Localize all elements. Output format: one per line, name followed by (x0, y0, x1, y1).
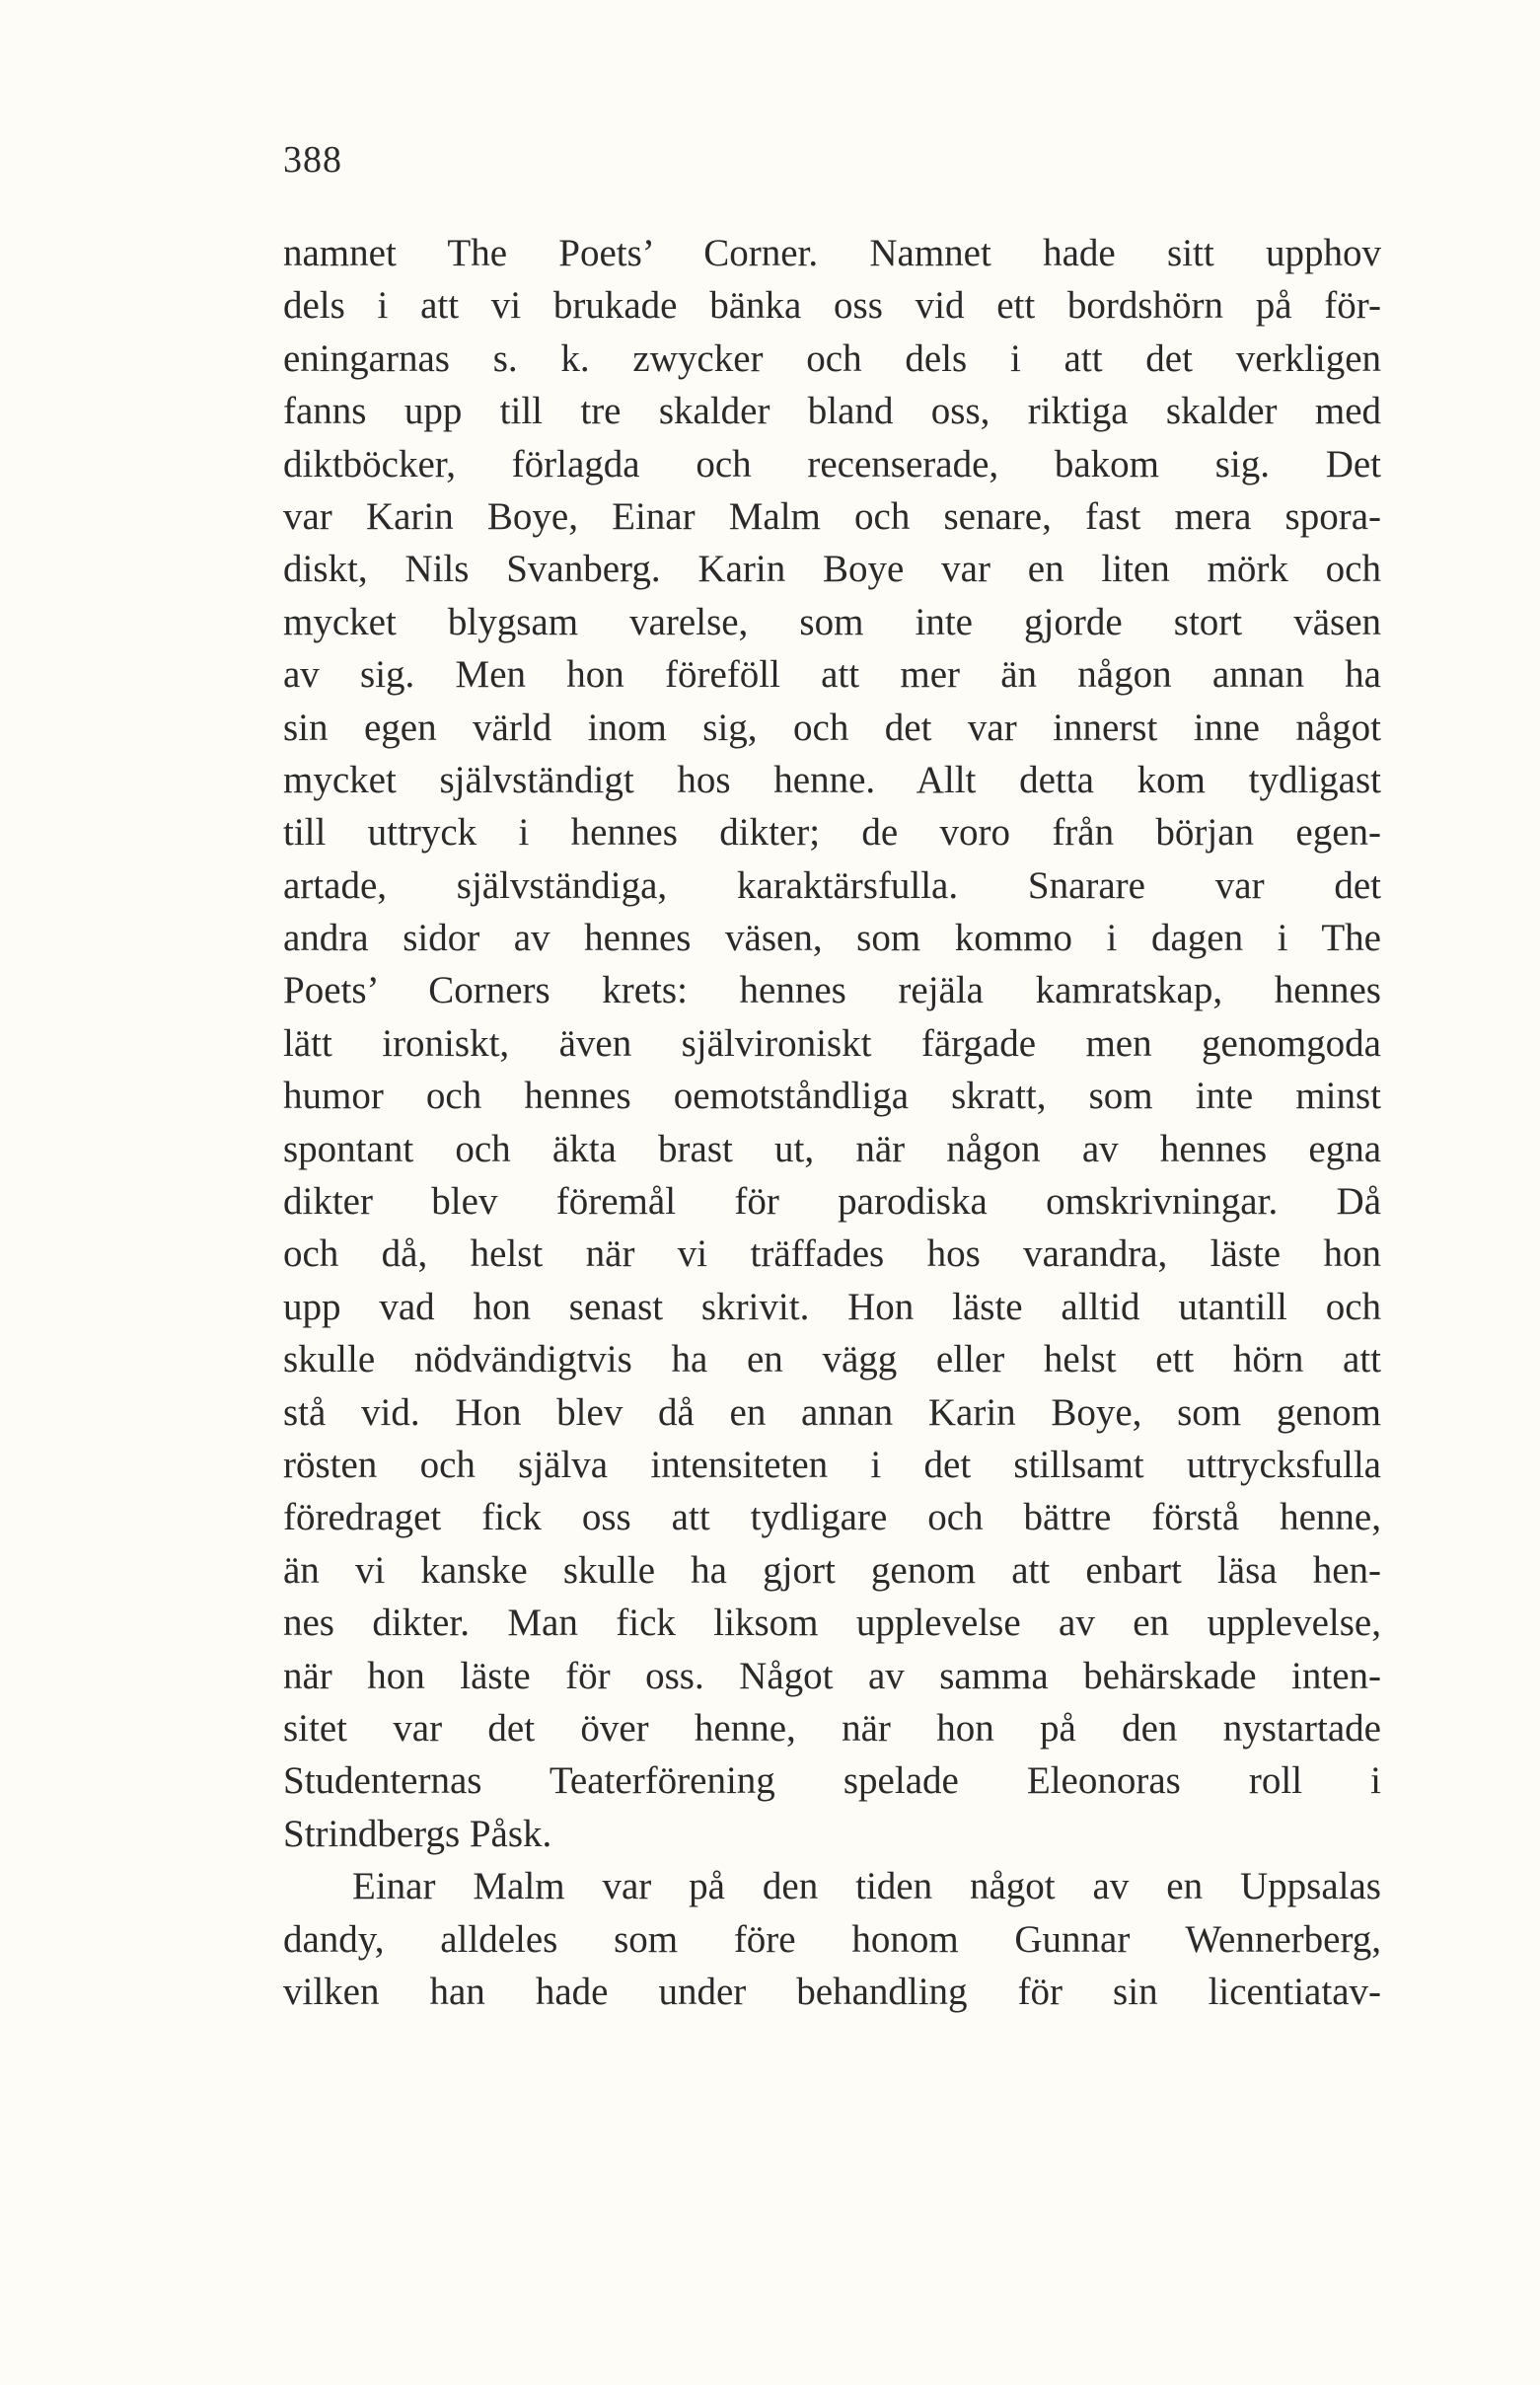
text-line: skulle nödvändigtvis ha en vägg eller helst ett hörn att (283, 1338, 1381, 1381)
text-line: spontant och äkta brast ut, när någon av hennes egna (283, 1127, 1381, 1170)
body-text (283, 227, 1381, 2018)
text-line: eningarnas s. k. zwycker och dels i att det verkligen (283, 336, 1381, 380)
text-line: dikter blev föremål för parodiska omskrivningar. Då (283, 1180, 1381, 1224)
text-line: var Karin Boye, Einar Malm och senare, fast mera spora- (283, 494, 1381, 538)
text-line: lätt ironiskt, även självironiskt färgade men genomgoda (283, 1021, 1381, 1065)
text-line: namnet The Poets’ Corner. Namnet hade sitt upphov (283, 232, 1381, 274)
text-line: diskt, Nils Svanberg. Karin Boye var en liten mörk och (283, 548, 1381, 591)
text-line: diktböcker, förlagda och recenserade, bakom sig. Det (283, 442, 1381, 485)
page-number: 388 (283, 139, 342, 181)
text-line: upp vad hon senast skrivit. Hon läste alltid utantill och (283, 1285, 1381, 1328)
text-line: rösten och själva intensiteten i det stillsamt uttrycksfulla (283, 1443, 1381, 1486)
text-line: dels i att vi brukade bänka oss vid ett bordshörn på för- (283, 284, 1381, 328)
text-line: mycket blygsam varelse, som inte gjorde stort väsen (283, 600, 1381, 643)
text-line: andra sidor av hennes väsen, som kommo i dagen i The (283, 917, 1381, 960)
text-line: sitet var det över henne, när hon på den nystartade (283, 1706, 1381, 1750)
text-line: Studenternas Teaterförening spelade Eleonoras roll i (283, 1759, 1381, 1803)
text-line: föredraget fick oss att tydligare och bättre förstå henne, (283, 1496, 1381, 1539)
text-line: nes dikter. Man fick liksom upplevelse av en upplevelse, (283, 1602, 1381, 1645)
text-line: av sig. Men hon föreföll att mer än någon annan ha (283, 653, 1381, 697)
text-line: mycket självständigt hos henne. Allt detta kom tydligast (283, 758, 1381, 801)
text-line: Einar Malm var på den tiden något av en Uppsalas (352, 1865, 1381, 1908)
text-line: fanns upp till tre skalder bland oss, riktiga skalder med (283, 390, 1381, 433)
text-line: när hon läste för oss. Något av samma behärskade inten- (283, 1654, 1381, 1697)
text-line: sin egen värld inom sig, och det var innerst inne något (283, 706, 1381, 749)
text-line: Strindbergs Påsk. (283, 1812, 552, 1855)
text-line: artade, självständiga, karaktärsfulla. Snarare var det (283, 863, 1381, 907)
text-line: och då, helst när vi träffades hos varandra, läste hon (283, 1232, 1381, 1276)
text-line: än vi kanske skulle ha gjort genom att enbart läsa hen- (283, 1548, 1381, 1592)
text-line: humor och hennes oemotståndliga skratt, som inte minst (283, 1075, 1381, 1118)
text-line: till uttryck i hennes dikter; de voro från början egen- (283, 811, 1381, 855)
text-line: vilken han hade under behandling för sin licentiatav- (283, 1970, 1381, 2013)
text-line: stå vid. Hon blev då en annan Karin Boye, som genom (283, 1390, 1381, 1434)
text-line: Poets’ Corners krets: hennes rejäla kamratskap, hennes (283, 969, 1381, 1012)
text-line: dandy, alldeles som före honom Gunnar Wennerberg, (283, 1917, 1381, 1961)
